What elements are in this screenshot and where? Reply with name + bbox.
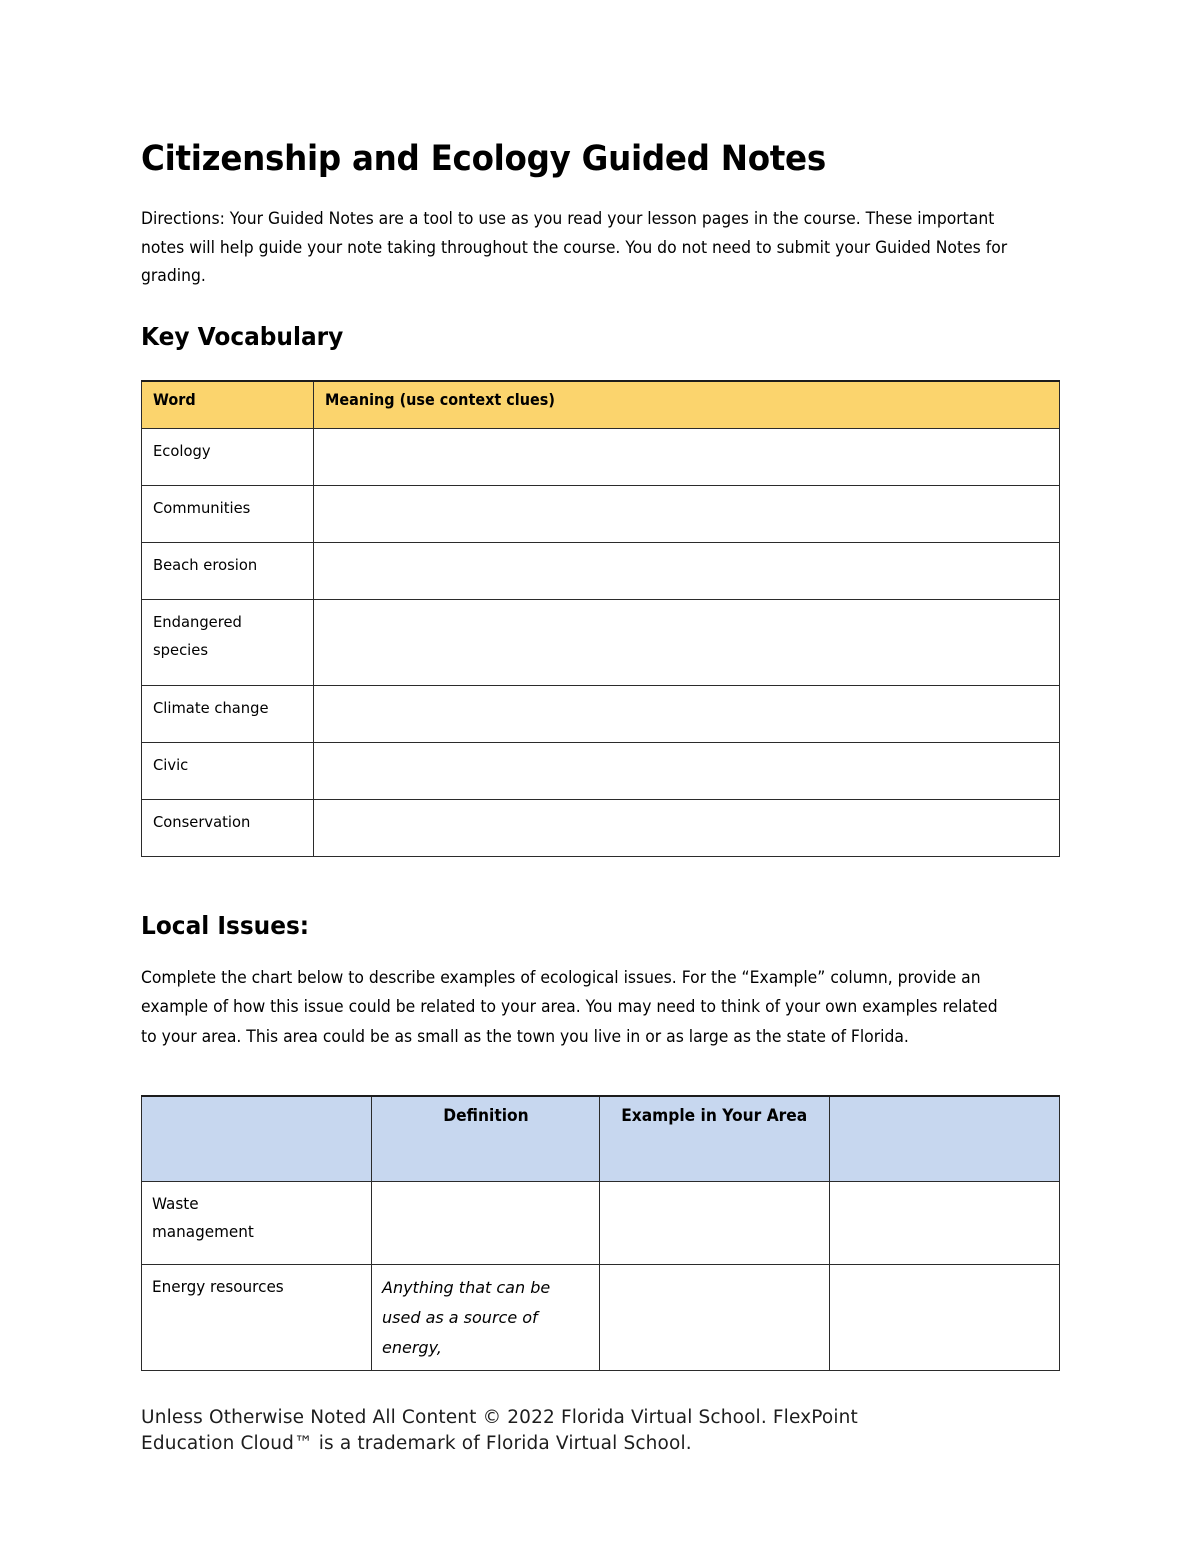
- spacer: [141, 352, 1061, 380]
- vocab-word-label: Endangered species: [153, 612, 242, 660]
- vocab-meaning-cell[interactable]: [314, 685, 1060, 742]
- vocab-word-cell: [142, 685, 314, 742]
- spacer: [141, 857, 1061, 911]
- column-header-meaning: [314, 381, 1060, 428]
- issue-example-cell[interactable]: [600, 1265, 830, 1371]
- column-header-word-label: Word: [153, 390, 196, 410]
- vocab-meaning-cell[interactable]: [314, 428, 1060, 485]
- table-row: [142, 799, 1060, 856]
- vocab-word-cell: [142, 428, 314, 485]
- vocab-meaning-cell[interactable]: [314, 599, 1060, 685]
- table-row: [142, 1182, 1060, 1265]
- table-row: [142, 428, 1060, 485]
- table-row: [142, 742, 1060, 799]
- local-issues-heading: Local Issues:: [141, 910, 310, 940]
- vocab-word-label: Civic: [153, 755, 189, 774]
- vocab-word-cell: [142, 542, 314, 599]
- key-vocabulary-heading: Key Vocabulary: [141, 322, 344, 352]
- page-title: Citizenship and Ecology Guided Notes: [141, 139, 826, 179]
- issue-extra-cell[interactable]: [830, 1265, 1060, 1371]
- column-header-blank: [830, 1096, 1060, 1182]
- table-row: [142, 542, 1060, 599]
- table-header-row: [142, 1096, 1060, 1182]
- vocab-word-label: Conservation: [153, 812, 251, 831]
- vocab-meaning-cell[interactable]: [314, 799, 1060, 856]
- column-header-word: [142, 381, 314, 428]
- issue-example-cell[interactable]: [600, 1182, 830, 1265]
- column-header-example-in-your-area: [600, 1096, 830, 1182]
- issue-name-cell: [142, 1182, 372, 1265]
- vocab-meaning-cell[interactable]: [314, 742, 1060, 799]
- issue-name-label: Energy resources: [152, 1277, 284, 1297]
- local-issues-instructions: Complete the chart below to describe examples of ecological issues. For the “Example” column, provide an example of how this issue could be related to your area. You may need to think of your own examples related to your area. This area could be as small as the town you live in or as large as the state of Florida.: [141, 967, 998, 1046]
- issue-extra-cell[interactable]: [830, 1182, 1060, 1265]
- issue-name-cell: [142, 1265, 372, 1371]
- spacer: [141, 941, 1061, 963]
- table-row: [142, 1265, 1060, 1371]
- local-issues-table: [141, 1095, 1060, 1371]
- column-header-issue: [142, 1096, 372, 1182]
- document-body: [141, 140, 1061, 1371]
- vocab-meaning-cell[interactable]: [314, 485, 1060, 542]
- issue-definition-cell[interactable]: [372, 1265, 600, 1371]
- column-header-example-label: Example in Your Area: [621, 1105, 808, 1126]
- table-row: [142, 485, 1060, 542]
- spacer: [141, 290, 1061, 322]
- table-header-row: [142, 381, 1060, 428]
- vocab-word-label: Communities: [153, 498, 251, 517]
- vocab-meaning-cell[interactable]: [314, 542, 1060, 599]
- table-row: [142, 685, 1060, 742]
- column-header-definition-label: Definition: [442, 1105, 529, 1126]
- column-header-meaning-label: Meaning (use context clues): [325, 390, 555, 410]
- table-row: [142, 599, 1060, 685]
- issue-definition-text: Anything that can be used as a source of energy,: [382, 1278, 551, 1357]
- footer-line-1: Unless Otherwise Noted All Content © 2022 Florida Virtual School. FlexPoint: [141, 1407, 858, 1428]
- vocab-word-label: Climate change: [153, 698, 269, 717]
- directions-paragraph: Directions: Your Guided Notes are a tool to use as you read your lesson pages in the course. These important notes will help guide your note taking throughout the course. You do not need to submit your Guided Notes for grading.: [141, 209, 1008, 285]
- vocab-word-cell: [142, 799, 314, 856]
- issue-name-label: Waste management: [152, 1194, 254, 1241]
- vocab-word-label: Beach erosion: [153, 555, 258, 574]
- vocab-word-cell: [142, 742, 314, 799]
- footer-line-2: Education Cloud™ is a trademark of Florida Virtual School.: [141, 1433, 692, 1455]
- issue-definition-cell[interactable]: [372, 1182, 600, 1265]
- vocab-word-cell: [142, 599, 314, 685]
- vocab-word-label: Ecology: [153, 441, 211, 460]
- spacer: [141, 1051, 1061, 1095]
- column-header-definition: [372, 1096, 600, 1182]
- key-vocabulary-table: [141, 380, 1060, 857]
- page-footer: [141, 1405, 1021, 1458]
- vocab-word-cell: [142, 485, 314, 542]
